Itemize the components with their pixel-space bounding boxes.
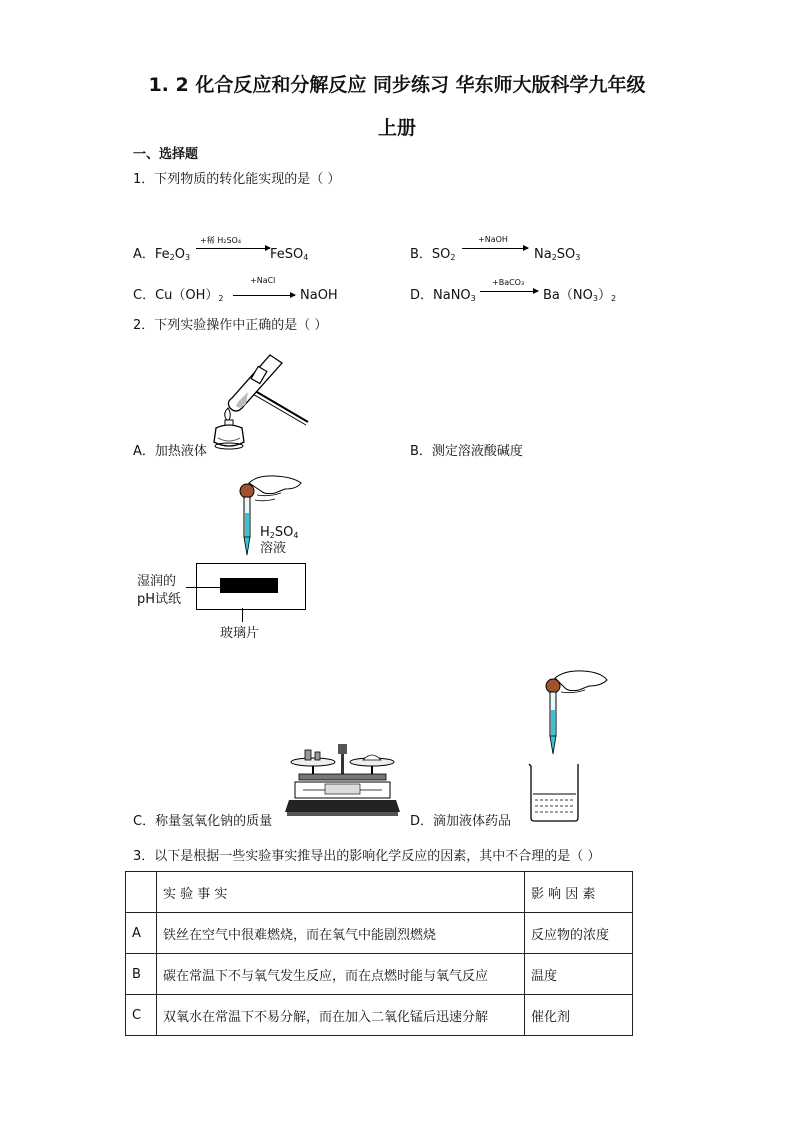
- q3-stem: 3．以下是根据一些实验事实推导出的影响化学反应的因素，其中不合理的是（ ）: [133, 849, 601, 864]
- q1-b-arrow: [462, 248, 528, 249]
- row-key: C: [126, 995, 157, 1036]
- q1-c-arrow: [233, 295, 295, 296]
- ph-paper-label: 湿润的: [137, 574, 177, 589]
- table-header-factor: 影 响 因 素: [525, 872, 633, 913]
- q1-option-c: C．$Cu(OH)_2$: [133, 288, 224, 303]
- q1-b-product: $Na_2SO_3$: [534, 247, 581, 262]
- row-factor: 温度: [525, 954, 633, 995]
- page-title: 1. 2 化合反应和分解反应 同步练习 华东师大版科学九年级: [148, 74, 646, 96]
- table-header-row: [126, 872, 633, 913]
- row-key: B: [126, 954, 157, 995]
- row-fact: 碳在常温下不与氧气发生反应，而在点燃时能与氧气反应: [157, 954, 525, 995]
- q1-option-d: D．NaNO$_3$: [410, 288, 476, 303]
- row-key: A: [126, 913, 157, 954]
- table-row: [126, 913, 633, 954]
- q1-a-product: FeSO$_4$: [270, 247, 309, 262]
- q2-option-b: B．测定溶液酸碱度: [410, 444, 523, 459]
- q1-c-reagent: +NaCl: [250, 276, 276, 285]
- table-row: [126, 954, 633, 995]
- q2-option-c: C．称量氢氧化钠的质量: [133, 814, 273, 829]
- q1-d-reagent: +BaCO₃: [492, 278, 525, 287]
- heating-liquid-figure: [210, 350, 315, 455]
- solution-label-line2: 溶液: [260, 541, 287, 556]
- q1-d-product: $Ba(NO_3)_2$: [543, 288, 617, 303]
- q2-option-d: D．滴加液体药品: [410, 814, 512, 829]
- row-fact: 铁丝在空气中很难燃烧，而在氧气中能剧烈燃烧: [157, 913, 525, 954]
- q1-option-a: A．$Fe_2O_3$: [133, 247, 191, 262]
- section-heading: 一、选择题: [133, 147, 199, 162]
- q1-stem: 1．下列物质的转化能实现的是（ ）: [133, 172, 341, 187]
- q2-option-a: A．加热液体: [133, 444, 207, 459]
- q1-a-arrow: [196, 248, 270, 249]
- q1-b-reagent: +NaOH: [478, 235, 508, 244]
- solution-label: $H_2SO_4$: [260, 525, 299, 540]
- table-row: [126, 995, 633, 1036]
- glass-slide-label: 玻璃片: [220, 626, 260, 641]
- q1-d-arrow: [480, 291, 538, 292]
- balance-figure: [285, 740, 400, 818]
- page-title-line2: 上册: [377, 117, 416, 139]
- q2-stem: 2．下列实验操作中正确的是（ ）: [133, 318, 328, 333]
- row-factor: 反应物的浓度: [525, 913, 633, 954]
- table-cell: [126, 872, 157, 913]
- q3-table: [125, 871, 633, 1036]
- q1-a-reagent: +稀 H₂SO₄: [200, 236, 242, 245]
- ph-paper: [220, 578, 278, 593]
- q1-c-product: NaOH: [300, 288, 338, 303]
- glass-pointer: [242, 608, 243, 622]
- table-header-fact: 实 验 事 实: [157, 872, 525, 913]
- q1-option-b: B．$SO_2$: [410, 247, 456, 262]
- row-fact: 双氧水在常温下不易分解，而在加入二氧化锰后迅速分解: [157, 995, 525, 1036]
- row-factor: 催化剂: [525, 995, 633, 1036]
- ph-paper-pointer: [186, 587, 220, 588]
- beaker-dropper-figure: [525, 668, 610, 826]
- ph-paper-label-line2: pH试纸: [137, 592, 182, 607]
